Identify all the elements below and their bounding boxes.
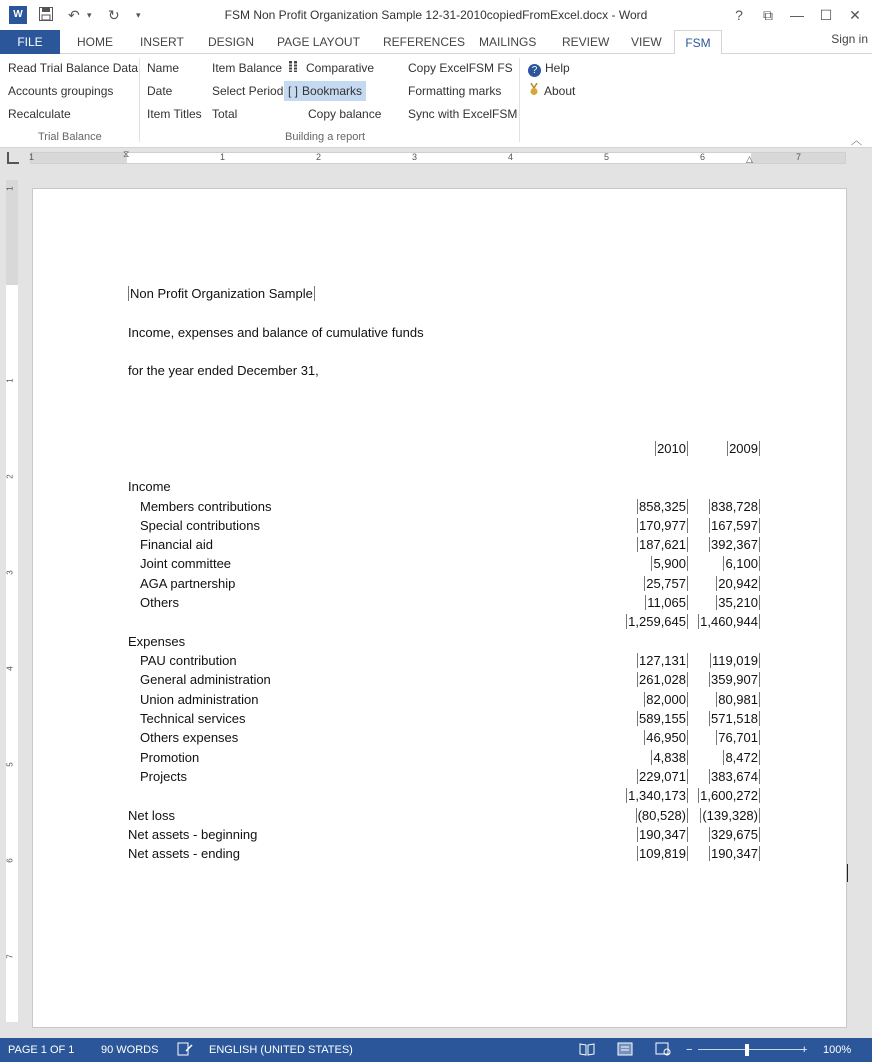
vruler-number: 6 [5,858,15,863]
window-title: FSM Non Profit Organization Sample 12-31-2010copiedFromExcel.docx - Word [224,8,648,22]
table-cell-value[interactable]: 589,155 [639,711,686,726]
help-ribbon-button[interactable] [528,58,570,78]
table-cell-value[interactable]: 187,621 [639,537,686,552]
document-page[interactable] [32,188,847,1028]
group-separator [139,58,140,142]
ruler-number: 1 [29,152,35,162]
tab-home[interactable]: HOME [77,35,113,49]
tab-references[interactable]: REFERENCES [383,35,466,49]
title-bar [0,0,872,30]
table-cell-value[interactable]: 76,701 [718,730,758,745]
section-heading-expenses[interactable]: Expenses [128,634,186,649]
text-cursor [847,864,848,882]
report-period[interactable]: for the year ended December 31, [128,363,319,378]
about-label: About [544,84,576,98]
language-indicator[interactable]: ENGLISH (UNITED STATES) [209,1044,353,1056]
recalculate-button[interactable]: Recalculate [8,107,71,121]
ruler-number: 1 [220,152,226,162]
table-cell-value[interactable]: 11,065 [647,595,686,610]
help-label: Help [545,61,570,75]
vertical-ruler[interactable] [6,180,18,1022]
copy-balance-button[interactable]: Copy balance [308,107,382,121]
ribbon-display-options-icon[interactable]: ⧉ [763,7,773,23]
zoom-slider[interactable] [698,1049,802,1050]
table-cell-value[interactable]: 35,210 [718,595,758,610]
table-cell-value[interactable]: 25,757 [646,576,686,591]
maximize-button[interactable]: ☐ [819,7,833,23]
table-cell-value[interactable]: 190,347 [711,846,758,861]
formatting-marks-button[interactable]: Formatting marks [408,84,502,98]
ruler-number: 2 [316,152,322,162]
help-icon: ? [528,64,541,77]
zoom-out-button[interactable]: − [686,1044,693,1056]
ruler-margin-left [31,153,127,163]
table-cell-value[interactable]: 838,728 [711,499,758,514]
word-logo-icon: W [9,6,27,24]
item-titles-button[interactable]: Item Titles [147,107,202,121]
table-row-label[interactable]: Net assets - ending [128,846,241,861]
vruler-number: 1 [5,186,15,191]
table-cell-value[interactable]: 109,819 [639,846,686,861]
tab-design[interactable]: DESIGN [208,35,255,49]
bookmarks-label: Bookmarks [302,84,363,98]
collapse-ribbon-icon[interactable]: ︿ [851,135,862,147]
table-cell-value[interactable]: 392,367 [711,537,758,552]
table-cell-value[interactable]: 82,000 [646,692,686,707]
table-cell-value[interactable]: 119,019 [711,653,758,668]
ruler-number: 3 [412,152,418,162]
table-cell-value[interactable]: 190,347 [639,827,686,842]
table-row-label[interactable]: Net assets - beginning [128,827,258,842]
table-row-label[interactable]: Promotion [140,750,200,765]
select-period-button[interactable]: Select Period [212,84,284,98]
vruler-number: 2 [5,474,15,479]
table-cell-value[interactable]: 8,472 [725,750,758,765]
section-heading-income[interactable]: Income [128,479,171,494]
table-cell-value[interactable]: 571,518 [711,711,758,726]
undo-icon[interactable]: ↶ [68,7,80,23]
vruler-number: 1 [5,378,15,383]
table-row-label[interactable]: Joint committee [140,556,232,571]
page-count[interactable]: PAGE 1 OF 1 [8,1044,75,1056]
web-layout-icon[interactable] [655,1038,671,1062]
vruler-number: 5 [5,762,15,767]
vruler-number: 3 [5,570,15,575]
zoom-level[interactable]: 100% [823,1044,852,1056]
table-cell-value[interactable]: 80,981 [718,692,758,707]
group-label-trial-balance: Trial Balance [38,131,102,143]
ribbon-tabs [0,30,872,54]
table-row-label[interactable]: Special contributions [140,518,260,533]
ribbon [0,54,872,148]
table-row-label[interactable]: PAU contribution [140,653,237,668]
proofing-icon[interactable] [177,1038,193,1062]
read-trial-balance-button[interactable]: Read Trial Balance Data [8,61,139,75]
tab-view[interactable]: VIEW [631,35,662,49]
item-balance-button[interactable]: Item Balance [212,61,283,75]
ruler-number: 6 [700,152,706,162]
table-cell-value[interactable]: 383,674 [711,769,758,784]
table-cell-value[interactable]: 359,907 [711,672,758,687]
indent-marker-icon[interactable]: ⧖ [123,149,130,159]
table-row-label[interactable]: Others [140,595,180,610]
table-cell-value[interactable]: 261,028 [639,672,686,687]
right-indent-marker-icon[interactable]: △ [746,154,753,164]
horizontal-ruler-area [0,148,872,168]
comparative-button[interactable] [288,58,374,78]
tab-selector-icon[interactable] [7,152,19,164]
group-separator [519,58,520,142]
table-cell-value[interactable]: 127,131 [639,653,686,668]
table-cell-value[interactable]: 46,950 [646,730,686,745]
zoom-slider-thumb[interactable] [745,1044,749,1056]
table-cell-value[interactable]: 167,597 [711,518,758,533]
sign-in-link[interactable]: Sign in [831,32,868,46]
expenses-total-value[interactable]: 1,600,272 [700,788,758,803]
total-button[interactable]: Total [212,107,238,121]
table-row-label[interactable]: General administration [140,672,271,687]
customize-qat-icon[interactable]: ▾ [136,10,141,20]
table-row-label[interactable]: Members contributions [140,499,272,514]
table-row-label[interactable]: AGA partnership [140,576,236,591]
bookmarks-icon: [ ] [288,84,299,98]
tab-insert[interactable]: INSERT [140,35,184,49]
date-button[interactable]: Date [147,84,173,98]
table-row-label[interactable]: Projects [140,769,187,784]
vruler-number: 7 [5,954,15,959]
table-row-label[interactable]: Union administration [140,692,259,707]
table-cell-value[interactable]: 329,675 [711,827,758,842]
comparative-icon [288,60,302,73]
horizontal-ruler[interactable] [29,149,846,164]
table-cell-value[interactable]: (139,328) [702,808,758,823]
tab-file[interactable]: FILE [0,30,60,54]
ruler-number: 7 [796,152,802,162]
status-bar [0,1038,872,1062]
ruler-number: 5 [604,152,610,162]
table-cell-value[interactable]: 170,977 [639,518,686,533]
income-total-value[interactable]: 1,460,944 [700,614,758,629]
vruler-margin-top [6,180,18,285]
column-header-year1[interactable]: 2010 [657,441,686,456]
table-cell-value[interactable]: 20,942 [718,576,758,591]
table-cell-value[interactable]: 6,100 [725,556,758,571]
help-button[interactable]: ? [735,7,743,23]
income-total-value[interactable]: 1,259,645 [628,614,686,629]
vruler-number: 4 [5,666,15,671]
redo-icon[interactable]: ↻ [108,7,120,23]
undo-dropdown-icon[interactable]: ▾ [87,10,92,20]
tab-mailings[interactable]: MAILINGS [479,35,537,49]
tab-fsm[interactable]: FSM [674,30,722,55]
close-button[interactable]: ✕ [849,7,861,23]
table-cell-value[interactable]: (80,528) [637,808,686,823]
table-cell-value[interactable]: 5,900 [653,556,686,571]
name-button[interactable]: Name [147,61,180,75]
group-label-building-report: Building a report [285,131,366,143]
comparative-label: Comparative [306,61,375,75]
table-row-label[interactable]: Net loss [128,808,175,823]
print-layout-icon[interactable] [617,1038,633,1062]
word-count[interactable]: 90 WORDS [101,1044,159,1056]
sync-excelfsm-button[interactable]: Sync with ExcelFSM [408,107,518,121]
tab-review[interactable]: REVIEW [562,35,610,49]
medal-icon [528,83,540,96]
table-cell-value[interactable]: 858,325 [639,499,686,514]
table-row-label[interactable]: Others expenses [140,730,239,745]
ruler-number: 4 [508,152,514,162]
table-row-label[interactable]: Financial aid [140,537,213,552]
about-button[interactable] [528,81,575,101]
accounts-groupings-button[interactable]: Accounts groupings [8,84,114,98]
report-title[interactable]: Non Profit Organization Sample [130,286,313,301]
table-cell-value[interactable]: 4,838 [653,750,686,765]
bookmarks-button[interactable] [284,81,366,101]
expenses-total-value[interactable]: 1,340,173 [628,788,686,803]
copy-excelfsm-fs-button[interactable]: Copy ExcelFSM FS [408,61,513,75]
table-row-label[interactable]: Technical services [140,711,246,726]
read-mode-icon[interactable] [579,1038,595,1062]
table-cell-value[interactable]: 229,071 [639,769,686,784]
report-subtitle[interactable]: Income, expenses and balance of cumulative funds [128,325,424,340]
column-header-year2[interactable]: 2009 [729,441,758,456]
minimize-button[interactable]: — [790,7,804,23]
zoom-in-button[interactable]: + [801,1044,808,1056]
tab-page-layout[interactable]: PAGE LAYOUT [277,35,360,49]
